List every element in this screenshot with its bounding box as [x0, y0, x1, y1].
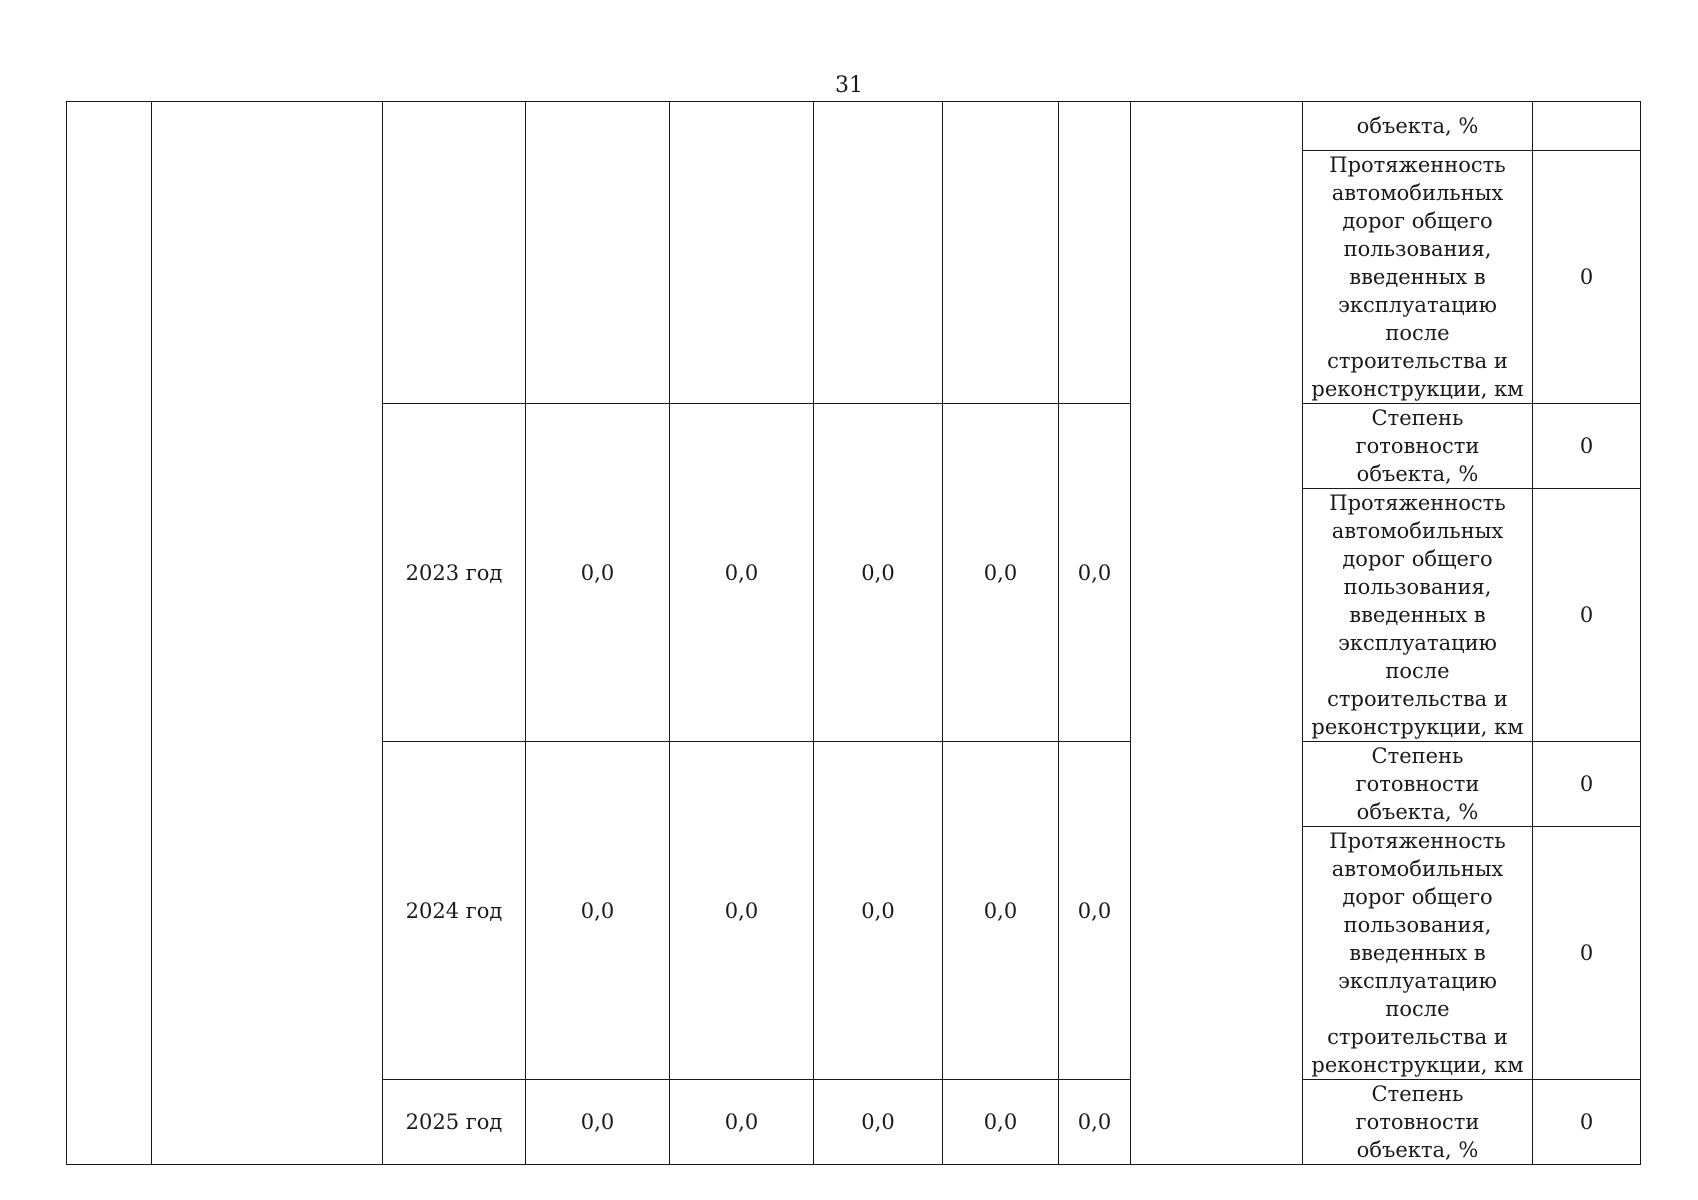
value-cell: 0,0: [814, 742, 943, 1080]
indicator-name: объекта, %: [1303, 102, 1533, 151]
value-cell: [670, 102, 814, 404]
value-cell: 0,0: [670, 404, 814, 742]
program-table: [66, 101, 1641, 1165]
indicator-name: Протяженность автомобильных дорог общего пользования, введенных в эксплуатацию после строительства и реконструкции, км: [1303, 151, 1533, 404]
number-cell: [67, 102, 152, 1165]
value-cell: [814, 102, 943, 404]
indicator-value: 0: [1533, 1080, 1641, 1165]
value-cell: 0,0: [1059, 742, 1131, 1080]
value-cell: 0,0: [526, 1080, 670, 1165]
value-cell: 0,0: [670, 1080, 814, 1165]
indicator-value: 0: [1533, 742, 1641, 827]
value-cell: 0,0: [814, 404, 943, 742]
indicator-value: 0: [1533, 489, 1641, 742]
year-cell: [383, 102, 526, 404]
value-cell: 0,0: [943, 742, 1059, 1080]
value-cell: 0,0: [1059, 1080, 1131, 1165]
indicator-name: Степень готовности объекта, %: [1303, 1080, 1533, 1165]
value-cell: 0,0: [943, 404, 1059, 742]
indicator-value: 0: [1533, 404, 1641, 489]
value-cell: 0,0: [526, 404, 670, 742]
table-row: [67, 102, 1641, 151]
indicator-value: [1533, 102, 1641, 151]
value-cell: [526, 102, 670, 404]
value-cell: 0,0: [670, 742, 814, 1080]
indicator-name: Протяженность автомобильных дорог общего пользования, введенных в эксплуатацию после строительства и реконструкции, км: [1303, 489, 1533, 742]
year-cell: 2023 год: [383, 404, 526, 742]
value-cell: 0,0: [943, 1080, 1059, 1165]
indicator-name: Протяженность автомобильных дорог общего пользования, введенных в эксплуатацию после строительства и реконструкции, км: [1303, 827, 1533, 1080]
value-cell: 0,0: [526, 742, 670, 1080]
indicator-name: Степень готовности объекта, %: [1303, 404, 1533, 489]
indicator-value: 0: [1533, 151, 1641, 404]
year-cell: 2024 год: [383, 742, 526, 1080]
value-cell: 0,0: [1059, 404, 1131, 742]
value-cell: 0,0: [814, 1080, 943, 1165]
page-number: 31: [835, 73, 863, 98]
value-cell: [1059, 102, 1131, 404]
executor-cell: [1131, 102, 1303, 1165]
indicator-value: 0: [1533, 827, 1641, 1080]
indicator-name: Степень готовности объекта, %: [1303, 742, 1533, 827]
value-cell: [943, 102, 1059, 404]
year-cell: 2025 год: [383, 1080, 526, 1165]
activity-cell: [152, 102, 383, 1165]
